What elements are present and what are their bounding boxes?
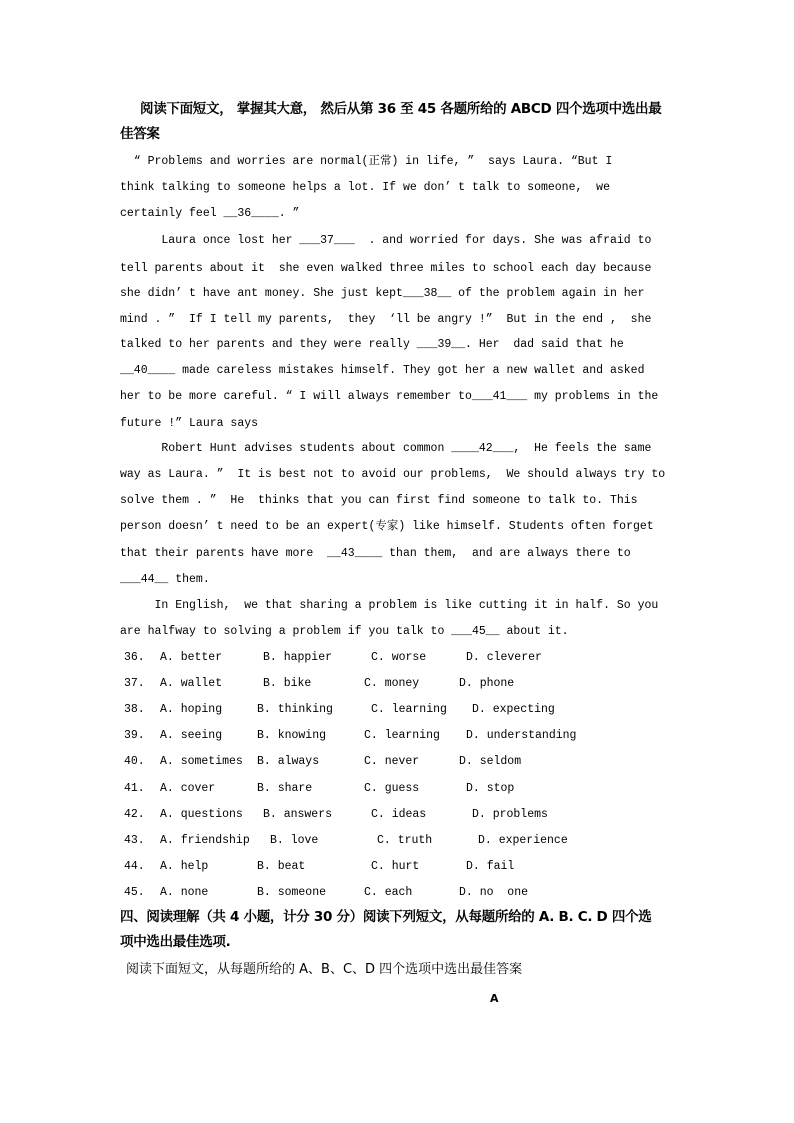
passage-line: __40____ made careless mistakes himself. They got her a new wallet and asked (120, 364, 645, 377)
option-a: A. better (160, 651, 223, 664)
option-c: C. guess (364, 781, 420, 795)
instruction-title-line-1: 阅读下面短文， 掌握其大意， 然后从第 36 至 45 各题所给的 ABCD 四个选项中选出最 (140, 101, 662, 117)
passage-line: mind . ” If I tell my parents, they ‘ll be angry !” But in the end , she (120, 313, 652, 326)
passage-line: she didn’ t have ant money. She just kept___38__ of the problem again in her (120, 287, 645, 300)
option-d: D. no one (459, 885, 529, 899)
option-c: C. learning (371, 703, 447, 717)
option-b: B. beat (257, 859, 306, 873)
option-c: C. ideas (371, 807, 427, 821)
option-c: C. each (364, 885, 413, 899)
option-d: D. understanding (466, 729, 577, 743)
question-number: 44. (124, 859, 145, 873)
passage-line: talked to her parents and they were really ___39__. Her dad said that he (120, 338, 624, 351)
option-b: B. thinking (257, 703, 333, 717)
option-a: A. wallet (160, 677, 223, 691)
question-number: 45. (124, 885, 145, 899)
option-a: A. friendship (160, 833, 250, 847)
option-a: A. none (160, 885, 209, 899)
passage-line: her to be more careful. “ I will always remember to___41___ my problems in the (120, 390, 659, 403)
question-number: 40. (124, 755, 145, 769)
option-c: C. hurt (371, 859, 420, 873)
passage-line: think talking to someone helps a lot. If we don’ t talk to someone, we (120, 181, 610, 194)
option-b: B. always (257, 755, 320, 769)
option-c: C. learning (364, 729, 440, 743)
section4-title-line-2: 项中选出最佳选项. (120, 934, 231, 950)
option-d: D. cleverer (466, 651, 542, 664)
option-b: B. knowing (257, 729, 327, 743)
passage-line: solve them . ” He thinks that you can first find someone to talk to. This (120, 494, 638, 507)
option-d: D. stop (466, 781, 515, 795)
passage-line: “ Problems and worries are normal(正常) in life, ” says Laura. “But I (120, 155, 613, 168)
question-number: 43. (124, 833, 145, 847)
option-b: B. answers (263, 807, 333, 821)
option-a: A. sometimes (160, 755, 243, 769)
option-a: A. help (160, 859, 209, 873)
passage-line: way as Laura. ” It is best not to avoid our problems, We should always try to (120, 468, 666, 481)
question-number: 42. (124, 807, 145, 821)
option-c: C. worse (371, 651, 427, 664)
question-number: 41. (124, 781, 145, 795)
option-d: D. problems (472, 807, 548, 821)
option-b: B. share (257, 781, 313, 795)
instruction-title-line-2: 佳答案 (120, 126, 160, 142)
option-d: D. seldom (459, 755, 522, 769)
passage-line: certainly feel __36____. ” (120, 207, 300, 220)
option-a: A. cover (160, 781, 216, 795)
option-d: D. fail (466, 859, 515, 873)
question-number: 36. (124, 651, 145, 664)
passage-line: person doesn’ t need to be an expert(专家) like himself. Students often forget (120, 520, 654, 533)
passage-line: are halfway to solving a problem if you talk to ___45__ about it. (120, 625, 569, 638)
passage-line: Robert Hunt advises students about common ____42___, He feels the same (120, 442, 652, 455)
question-number: 39. (124, 729, 145, 743)
option-d: D. experience (478, 833, 568, 847)
option-b: B. someone (257, 885, 327, 899)
option-b: B. love (270, 833, 319, 847)
option-a: A. hoping (160, 703, 223, 717)
passage-line: ___44__ them. (120, 573, 210, 586)
option-d: D. phone (459, 677, 515, 691)
passage-line: In English, we that sharing a problem is like cutting it in half. So you (120, 599, 659, 612)
section4-instruction: 阅读下面短文，从每题所给的 A、B、C、D 四个选项中选出最佳答案 (126, 962, 523, 977)
question-number: 37. (124, 677, 145, 691)
option-c: C. money (364, 677, 420, 691)
option-c: C. never (364, 755, 420, 769)
passage-line: Laura once lost her ___37___ . and worried for days. She was afraid to (120, 234, 652, 247)
passage-line: future !” Laura says (120, 417, 259, 430)
question-number: 38. (124, 703, 145, 717)
passage-line: that their parents have more __43____ than them, and are always there to (120, 547, 631, 560)
option-b: B. happier (263, 651, 333, 664)
option-d: D. expecting (472, 703, 555, 717)
option-b: B. bike (263, 677, 312, 691)
option-a: A. questions (160, 807, 243, 821)
section4-title-line-1: 四、阅读理解（共 4 小题，计分 30 分）阅读下列短文，从每题所给的 A. B. C. D 四个选 (120, 909, 652, 925)
option-a: A. seeing (160, 729, 223, 743)
passage-label: A (490, 992, 499, 1005)
passage-line: tell parents about it she even walked three miles to school each day because (120, 262, 652, 275)
option-c: C. truth (377, 833, 433, 847)
